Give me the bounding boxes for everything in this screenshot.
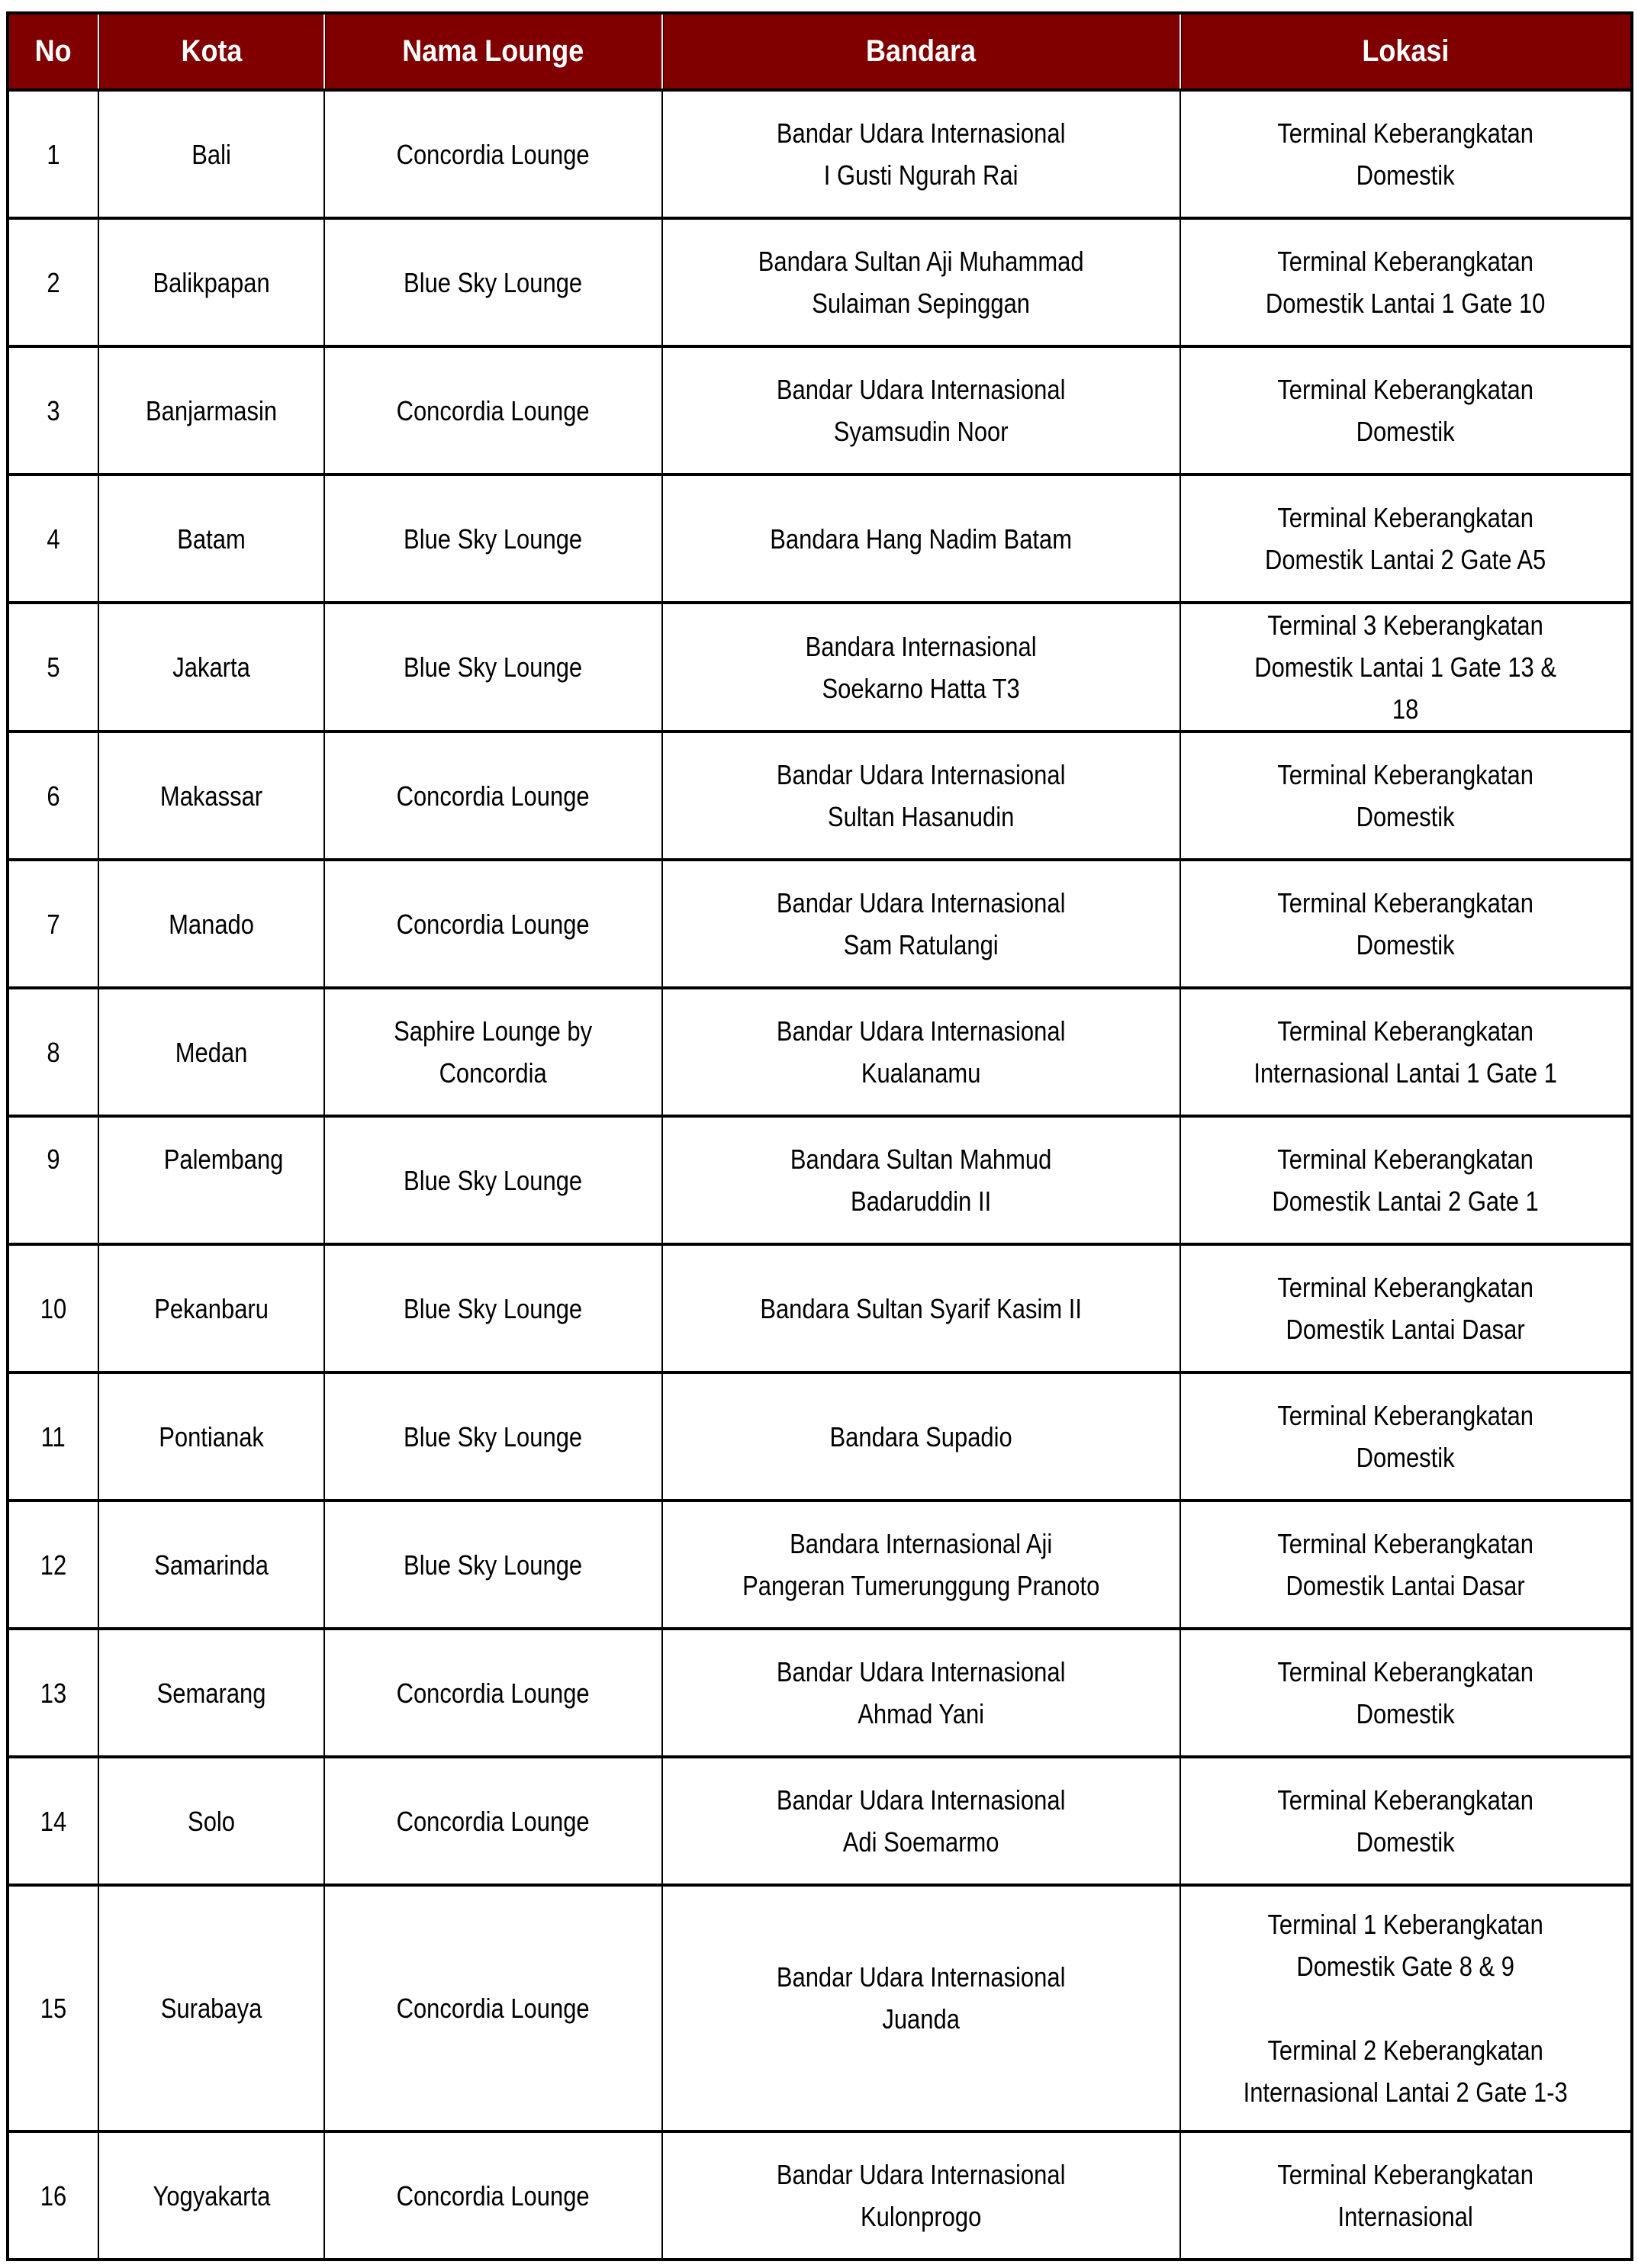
cell-bandara — [662, 988, 1180, 1116]
cell-lokasi — [1180, 2131, 1632, 2260]
cell-bandara — [662, 218, 1180, 346]
table-row — [8, 475, 1632, 603]
cell-no — [8, 475, 98, 603]
cell-bandara-text: Bandara Hang Nadim Batam — [770, 523, 1073, 555]
cell-nama-lounge-text: Blue Sky Lounge — [404, 1549, 583, 1581]
cell-no-text: 7 — [47, 908, 60, 940]
cell-bandara — [662, 475, 1180, 603]
cell-lokasi-text: Terminal Keberangkatan Domestik — [1277, 374, 1534, 447]
cell-no — [8, 1501, 98, 1629]
cell-kota-text: Jakarta — [172, 651, 250, 683]
table-row — [8, 1372, 1632, 1501]
header-no — [8, 13, 98, 90]
cell-no-text: 14 — [40, 1805, 67, 1837]
cell-nama-lounge-text: Concordia Lounge — [396, 2180, 591, 2212]
cell-no-text: 5 — [47, 651, 60, 683]
cell-nama-lounge — [324, 1116, 662, 1244]
cell-lokasi — [1180, 732, 1632, 860]
cell-nama-lounge — [324, 603, 662, 732]
table-row — [8, 1116, 1632, 1244]
lounge-table — [6, 11, 1633, 2261]
cell-kota — [98, 860, 324, 988]
cell-kota-text: Bali — [191, 138, 231, 170]
table-row — [8, 1501, 1632, 1629]
cell-kota — [98, 1244, 324, 1372]
cell-lokasi — [1180, 1629, 1632, 1757]
cell-kota-text: Manado — [169, 908, 254, 940]
cell-no — [8, 603, 98, 732]
cell-nama-lounge — [324, 1757, 662, 1885]
cell-no-text: 13 — [40, 1677, 67, 1709]
cell-nama-lounge-text: Concordia Lounge — [396, 908, 591, 940]
cell-lokasi-text: Terminal Keberangkatan Domestik Lantai Dasar — [1277, 1528, 1534, 1601]
cell-lokasi-text: Terminal Keberangkatan Domestik — [1277, 1656, 1534, 1729]
cell-lokasi — [1180, 1757, 1632, 1885]
cell-lokasi-text: Terminal Keberangkatan Domestik — [1277, 1784, 1534, 1858]
cell-nama-lounge — [324, 1629, 662, 1757]
cell-kota-text: Pontianak — [159, 1420, 264, 1452]
cell-kota-text: Semarang — [156, 1677, 266, 1709]
cell-lokasi-text: Terminal Keberangkatan Domestik — [1277, 117, 1534, 191]
cell-lokasi — [1180, 988, 1632, 1116]
cell-nama-lounge-text: Blue Sky Lounge — [404, 523, 583, 555]
cell-no-text: 1 — [47, 138, 60, 170]
cell-no — [8, 732, 98, 860]
cell-lokasi — [1180, 1885, 1632, 2131]
table-row — [8, 218, 1632, 346]
cell-bandara-text: Bandar Udara Internasional Adi Soemarmo — [777, 1784, 1066, 1858]
cell-bandara — [662, 1885, 1180, 2131]
cell-nama-lounge-text: Concordia Lounge — [396, 394, 591, 426]
cell-nama-lounge-text: Concordia Lounge — [396, 780, 591, 812]
cell-kota-text: Banjarmasin — [145, 394, 278, 426]
table-body — [8, 90, 1632, 2260]
cell-nama-lounge-text: Concordia Lounge — [396, 1993, 591, 2024]
cell-bandara-text: Bandar Udara Internasional Kualanamu — [777, 1015, 1066, 1089]
cell-lokasi-text: Terminal Keberangkatan Domestik Lantai 2 Gate 1 — [1272, 1144, 1540, 1217]
table-header — [8, 13, 1632, 90]
header-lokasi-label: Lokasi — [1362, 34, 1450, 68]
cell-no — [8, 1757, 98, 1885]
header-row — [8, 13, 1632, 90]
cell-no — [8, 346, 98, 475]
cell-no — [8, 1629, 98, 1757]
cell-no — [8, 1372, 98, 1501]
header-bandara-label: Bandara — [866, 34, 977, 68]
cell-nama-lounge — [324, 218, 662, 346]
table-row — [8, 346, 1632, 475]
cell-nama-lounge-text: Blue Sky Lounge — [404, 1420, 583, 1452]
cell-nama-lounge-text: Saphire Lounge by Concordia — [394, 1015, 593, 1089]
header-nama-lounge — [324, 13, 662, 90]
cell-bandara — [662, 603, 1180, 732]
cell-lokasi-text: Terminal 3 Keberangkatan Domestik Lantai 1 Gate 13 & 18 — [1254, 610, 1557, 725]
cell-nama-lounge-text: Blue Sky Lounge — [404, 1292, 583, 1324]
cell-kota-text: Medan — [175, 1036, 248, 1068]
cell-nama-lounge-text: Blue Sky Lounge — [404, 1164, 583, 1196]
table-row — [8, 1629, 1632, 1757]
header-lokasi — [1180, 13, 1632, 90]
header-nama-lounge-label: Nama Lounge — [402, 34, 584, 68]
cell-no — [8, 860, 98, 988]
cell-kota-text: Yogyakarta — [153, 2180, 270, 2212]
cell-lokasi — [1180, 1372, 1632, 1501]
header-no-label: No — [34, 34, 72, 68]
table-row — [8, 90, 1632, 218]
cell-bandara-text: Bandar Udara Internasional Sultan Hasanudin — [777, 759, 1066, 832]
cell-nama-lounge-text: Concordia Lounge — [396, 138, 591, 170]
cell-nama-lounge — [324, 90, 662, 218]
cell-nama-lounge-text: Blue Sky Lounge — [404, 266, 583, 298]
cell-nama-lounge — [324, 860, 662, 988]
cell-lokasi — [1180, 1244, 1632, 1372]
header-kota — [98, 13, 324, 90]
cell-nama-lounge-text: Concordia Lounge — [396, 1805, 591, 1837]
cell-no-text: 8 — [47, 1036, 60, 1068]
table-row — [8, 603, 1632, 732]
cell-bandara — [662, 1244, 1180, 1372]
cell-no-text: 16 — [40, 2180, 67, 2212]
cell-bandara-text: Bandara Sultan Syarif Kasim II — [760, 1292, 1083, 1324]
cell-nama-lounge — [324, 346, 662, 475]
cell-nama-lounge — [324, 988, 662, 1116]
cell-lokasi — [1180, 860, 1632, 988]
cell-lokasi — [1180, 218, 1632, 346]
cell-lokasi-text: Terminal Keberangkatan Internasional — [1277, 2159, 1534, 2232]
cell-lokasi-text: Terminal Keberangkatan Domestik Lantai 1 Gate 10 — [1266, 246, 1546, 319]
cell-nama-lounge — [324, 1885, 662, 2131]
cell-bandara-text: Bandar Udara Internasional Syamsudin Noor — [777, 374, 1066, 447]
cell-lokasi-text: Terminal Keberangkatan Domestik — [1277, 759, 1534, 832]
cell-kota-text: Balikpapan — [153, 266, 270, 298]
cell-bandara-text: Bandara Sultan Aji Muhammad Sulaiman Sepinggan — [758, 246, 1084, 319]
cell-lokasi-text: Terminal Keberangkatan Domestik Lantai 2 Gate A5 — [1265, 502, 1546, 575]
cell-lokasi-text: Terminal Keberangkatan Internasional Lantai 1 Gate 1 — [1253, 1015, 1558, 1089]
cell-bandara — [662, 1372, 1180, 1501]
table-row — [8, 2131, 1632, 2260]
table-row — [8, 732, 1632, 860]
cell-lokasi — [1180, 346, 1632, 475]
cell-bandara — [662, 346, 1180, 475]
cell-no-text: 9 — [47, 1143, 60, 1175]
cell-bandara — [662, 1116, 1180, 1244]
cell-no — [8, 2131, 98, 2260]
cell-kota — [98, 90, 324, 218]
cell-no-text: 10 — [40, 1292, 67, 1324]
cell-bandara-text: Bandara Internasional Aji Pangeran Tumerunggung Pranoto — [742, 1528, 1100, 1601]
cell-bandara-text: Bandara Supadio — [829, 1420, 1013, 1452]
cell-bandara-text: Bandar Udara Internasional Kulonprogo — [777, 2159, 1066, 2232]
table-row — [8, 988, 1632, 1116]
cell-kota-text: Surabaya — [160, 1993, 262, 2024]
cell-no-text: 12 — [40, 1549, 67, 1581]
table-row — [8, 1757, 1632, 1885]
cell-kota-text: Pekanbaru — [154, 1292, 269, 1324]
cell-nama-lounge-text: Concordia Lounge — [396, 1677, 591, 1709]
cell-kota — [98, 1116, 324, 1244]
cell-kota — [98, 1757, 324, 1885]
cell-nama-lounge — [324, 2131, 662, 2260]
cell-lokasi-text: Terminal Keberangkatan Domestik — [1277, 1400, 1534, 1473]
cell-lokasi — [1180, 90, 1632, 218]
cell-bandara-text: Bandara Internasional Soekarno Hatta T3 — [806, 630, 1037, 704]
cell-kota-text: Batam — [177, 523, 246, 555]
cell-lokasi-text: Terminal Keberangkatan Domestik Lantai Dasar — [1277, 1272, 1534, 1345]
cell-kota — [98, 1501, 324, 1629]
header-kota-label: Kota — [180, 34, 242, 68]
cell-kota — [98, 603, 324, 732]
cell-nama-lounge — [324, 732, 662, 860]
cell-kota — [98, 475, 324, 603]
cell-bandara — [662, 860, 1180, 988]
cell-kota — [98, 1885, 324, 2131]
cell-bandara-text: Bandar Udara Internasional Juanda — [777, 1961, 1066, 2035]
cell-kota — [98, 1372, 324, 1501]
cell-lokasi — [1180, 475, 1632, 603]
cell-nama-lounge — [324, 1372, 662, 1501]
cell-no — [8, 1244, 98, 1372]
cell-no-text: 15 — [40, 1993, 67, 2024]
cell-nama-lounge-text: Blue Sky Lounge — [404, 651, 583, 683]
cell-bandara — [662, 1501, 1180, 1629]
cell-bandara-text: Bandar Udara Internasional I Gusti Ngurah Rai — [777, 117, 1066, 191]
cell-kota — [98, 346, 324, 475]
cell-no — [8, 988, 98, 1116]
cell-nama-lounge — [324, 1501, 662, 1629]
cell-kota — [98, 218, 324, 346]
cell-lokasi — [1180, 1116, 1632, 1244]
cell-no-text: 3 — [47, 394, 60, 426]
cell-kota — [98, 1629, 324, 1757]
cell-lokasi — [1180, 1501, 1632, 1629]
cell-kota — [98, 732, 324, 860]
table-row — [8, 1885, 1632, 2131]
cell-kota — [98, 988, 324, 1116]
cell-kota — [98, 2131, 324, 2260]
cell-lokasi — [1180, 603, 1632, 732]
cell-kota-text: Solo — [188, 1805, 235, 1837]
cell-bandara-text: Bandar Udara Internasional Ahmad Yani — [777, 1656, 1066, 1729]
table-row — [8, 860, 1632, 988]
cell-bandara-text: Bandar Udara Internasional Sam Ratulangi — [777, 887, 1066, 960]
header-bandara — [662, 13, 1180, 90]
cell-lokasi-text: Terminal Keberangkatan Domestik — [1277, 887, 1534, 960]
cell-no — [8, 90, 98, 218]
cell-kota-text: Palembang — [163, 1143, 284, 1175]
cell-bandara — [662, 1757, 1180, 1885]
cell-no-text: 6 — [47, 780, 60, 812]
cell-kota-text: Makassar — [159, 780, 263, 812]
cell-nama-lounge — [324, 475, 662, 603]
cell-no-text: 11 — [40, 1420, 66, 1452]
cell-no-text: 2 — [47, 266, 60, 298]
cell-bandara — [662, 1629, 1180, 1757]
cell-no — [8, 1885, 98, 2131]
table-row — [8, 1244, 1632, 1372]
cell-no — [8, 218, 98, 346]
cell-bandara — [662, 732, 1180, 860]
cell-lokasi-text: Terminal 1 Keberangkatan Domestik Gate 8 & 9 Terminal 2 Keberangkatan Internasional Lantai 2 Gate 1-3 — [1243, 1909, 1569, 2108]
cell-bandara-text: Bandara Sultan Mahmud Badaruddin II — [790, 1144, 1052, 1217]
cell-bandara — [662, 90, 1180, 218]
cell-nama-lounge — [324, 1244, 662, 1372]
cell-kota-text: Samarinda — [154, 1549, 269, 1581]
cell-bandara — [662, 2131, 1180, 2260]
cell-no — [8, 1116, 98, 1244]
cell-no-text: 4 — [47, 523, 60, 555]
